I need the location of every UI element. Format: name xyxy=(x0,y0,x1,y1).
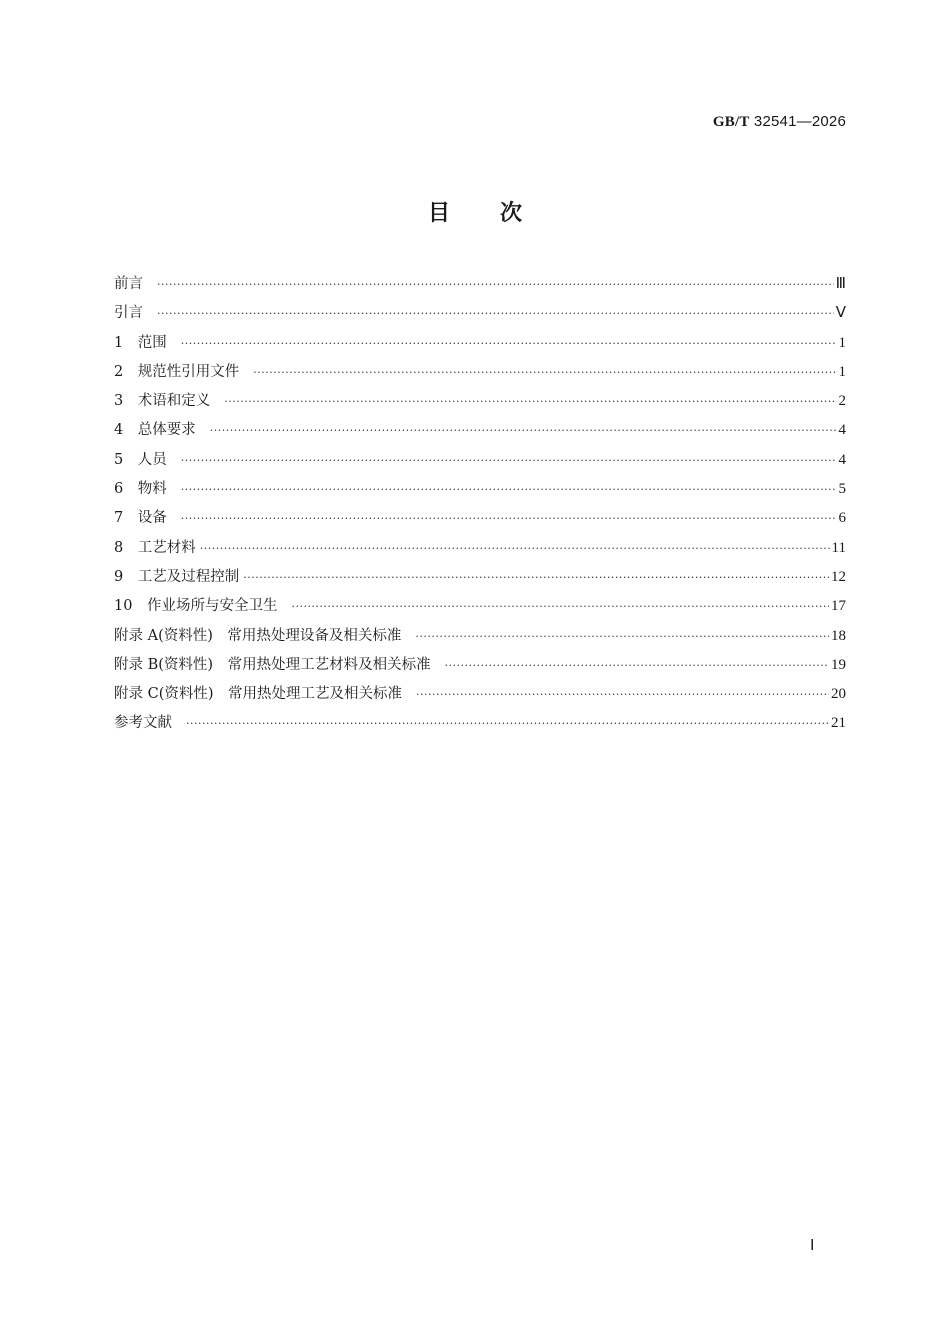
toc-entry-foreword[interactable] xyxy=(114,270,846,299)
toc-entry-page: 11 xyxy=(831,539,846,556)
toc-entry-page: 2 xyxy=(838,393,846,410)
toc-leader-dots xyxy=(445,651,829,680)
toc-entry-personnel[interactable] xyxy=(114,446,846,475)
toc-entry-page: 1 xyxy=(838,334,846,351)
toc-entry-page: 1 xyxy=(838,363,846,380)
toc-entry-page: 18 xyxy=(831,627,846,644)
toc-entry-page: 17 xyxy=(831,598,846,615)
toc-leader-dots xyxy=(157,299,834,328)
toc-entry-page: Ⅴ xyxy=(835,305,846,322)
toc-entry-page: 19 xyxy=(831,656,846,673)
toc-leader-dots xyxy=(291,592,829,621)
toc-leader-dots xyxy=(181,329,837,358)
toc-entry-page: 6 xyxy=(838,510,846,527)
toc-entry-label: 3 术语和定义 xyxy=(114,393,211,410)
toc-entry-workplace-safety[interactable] xyxy=(114,592,846,621)
toc-entry-label: 5 人员 xyxy=(114,451,167,468)
toc-entry-page: Ⅲ xyxy=(835,276,846,292)
toc-leader-dots xyxy=(181,475,837,504)
toc-entry-label: 2 规范性引用文件 xyxy=(114,363,240,380)
toc-entry-annex-c[interactable] xyxy=(114,680,846,709)
toc-entry-label: 附录 A(资料性) 常用热处理设备及相关标准 xyxy=(114,627,402,644)
toc-entry-label: 1 范围 xyxy=(114,334,167,351)
toc-title: 目次 xyxy=(427,201,572,226)
toc-leader-dots xyxy=(224,387,836,416)
toc-entry-label: 8 工艺材料 xyxy=(114,539,196,556)
toc-entry-page: 4 xyxy=(838,451,846,468)
toc-entry-page: 4 xyxy=(838,422,846,439)
toc-entry-label: 参考文献 xyxy=(114,715,172,732)
standard-number: 32541—2026 xyxy=(749,113,846,130)
toc-entry-introduction[interactable] xyxy=(114,299,846,328)
toc-entry-label: 7 设备 xyxy=(114,510,167,527)
toc-entry-annex-b[interactable] xyxy=(114,651,846,680)
toc-entry-equipment[interactable] xyxy=(114,504,846,533)
toc-entry-process-control[interactable] xyxy=(114,563,846,592)
toc-leader-dots xyxy=(243,563,829,592)
toc-list xyxy=(114,270,846,739)
toc-leader-dots xyxy=(157,270,834,299)
toc-leader-dots xyxy=(200,534,830,563)
toc-leader-dots xyxy=(181,446,837,475)
toc-entry-label: 6 物料 xyxy=(114,481,167,498)
toc-entry-label: 4 总体要求 xyxy=(114,422,196,439)
toc-leader-dots xyxy=(415,622,829,651)
toc-entry-bibliography[interactable] xyxy=(114,709,846,738)
toc-entry-label: 前言 xyxy=(114,276,143,292)
standard-prefix: GB/T xyxy=(712,114,750,130)
toc-entry-label: 9 工艺及过程控制 xyxy=(114,568,240,585)
toc-entry-materials[interactable] xyxy=(114,475,846,504)
toc-entry-page: 21 xyxy=(831,715,846,732)
toc-entry-process-materials[interactable] xyxy=(114,534,846,563)
toc-leader-dots xyxy=(416,680,829,709)
toc-leader-dots xyxy=(253,358,836,387)
toc-entry-page: 12 xyxy=(831,568,846,585)
toc-entry-label: 引言 xyxy=(114,305,143,322)
toc-entry-general-requirements[interactable] xyxy=(114,416,846,445)
page-number: Ⅰ xyxy=(810,1238,815,1254)
toc-entry-normative-references[interactable] xyxy=(114,358,846,387)
toc-entry-page: 20 xyxy=(831,686,846,703)
toc-leader-dots xyxy=(186,709,829,738)
toc-entry-annex-a[interactable] xyxy=(114,622,846,651)
toc-leader-dots xyxy=(210,416,837,445)
toc-entry-label: 10 作业场所与安全卫生 xyxy=(114,598,278,615)
toc-leader-dots xyxy=(181,504,837,533)
toc-entry-page: 5 xyxy=(838,481,846,498)
toc-entry-scope[interactable] xyxy=(114,329,846,358)
toc-entry-terms-definitions[interactable] xyxy=(114,387,846,416)
toc-entry-label: 附录 C(资料性) 常用热处理工艺及相关标准 xyxy=(114,686,403,703)
toc-entry-label: 附录 B(资料性) 常用热处理工艺材料及相关标准 xyxy=(114,656,431,673)
standard-code xyxy=(713,112,846,131)
